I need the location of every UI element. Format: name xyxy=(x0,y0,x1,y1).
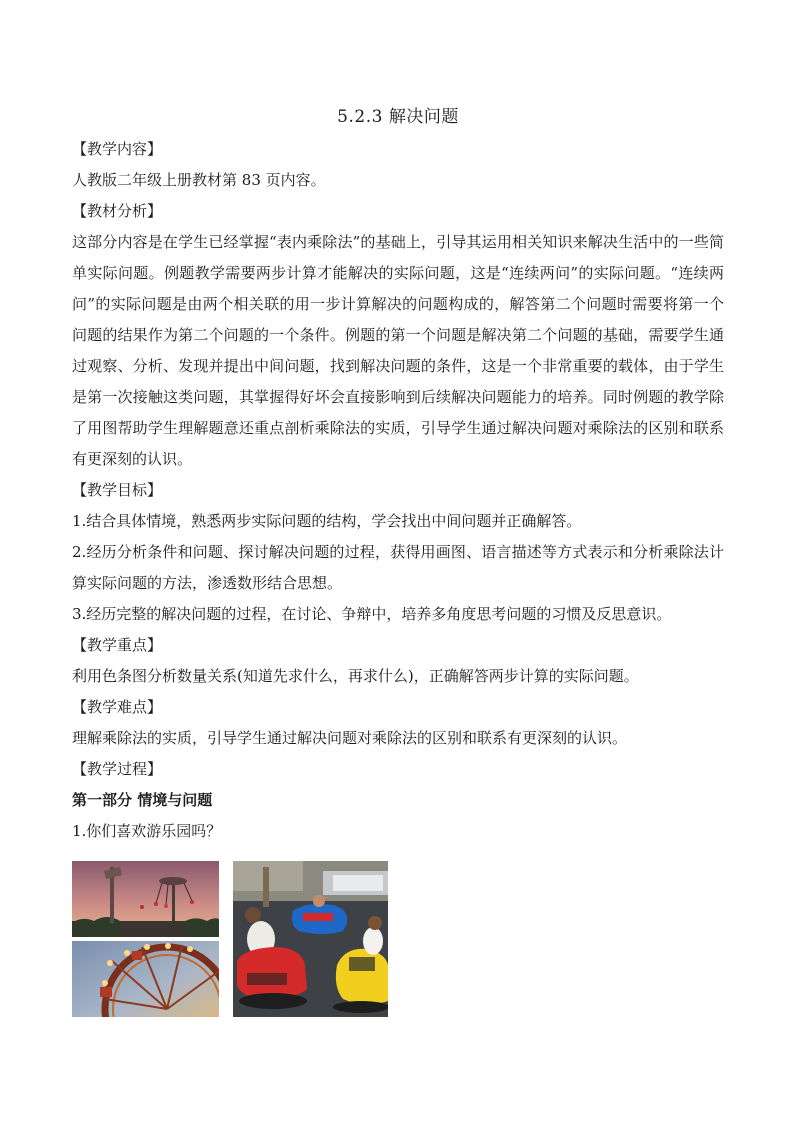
goal-item: 2.经历分析条件和问题、探讨解决问题的过程，获得用画图、语言描述等方式表示和分析乘除法计算实际问题的方法，渗透数形结合思想。 xyxy=(72,543,724,592)
section-heading-goals: 【教学目标】 xyxy=(72,481,163,499)
bumper-cars-photo xyxy=(233,861,388,1017)
content-text: 人教版二年级上册教材第 83 页内容。 xyxy=(72,171,326,189)
section-heading-content: 【教学内容】 xyxy=(72,140,163,158)
goal-item: 3.经历完整的解决问题的过程，在讨论、争辩中，培养多角度思考问题的习惯及反思意识。 xyxy=(72,605,672,623)
page-title: 5.2.3 解决问题 xyxy=(337,107,459,127)
section-heading-difficulty: 【教学难点】 xyxy=(72,698,163,716)
swing-ride-photo xyxy=(72,861,219,937)
section-heading-process: 【教学过程】 xyxy=(72,760,163,778)
difficulty-text: 理解乘除法的实质，引导学生通过解决问题对乘除法的区别和联系有更深刻的认识。 xyxy=(72,729,628,747)
question-1: 1.你们喜欢游乐园吗？ xyxy=(72,822,222,840)
key-text: 利用色条图分析数量关系(知道先求什么，再求什么)，正确解答两步计算的实际问题。 xyxy=(72,667,639,685)
document-body xyxy=(72,104,724,847)
goal-item: 1.结合具体情境，熟悉两步实际问题的结构，学会找出中间问题并正确解答。 xyxy=(72,512,582,530)
analysis-text: 这部分内容是在学生已经掌握“表内乘除法”的基础上，引导其运用相关知识来解决生活中的一些简单实际问题。例题教学需要两步计算才能解决的实际问题，这是“连续两问”的实际问题。“连续两问”的实际问题是由两个相关联的用一步计算解决的问题构成的，解答第二个问题时需要将第一个问题的结果作为第二个问题的一个条件。例题的第一个问题是解决第二个问题的基础，需要学生通过观察、分析、发现并提出中间问题，找到解决问题的条件，这是一个非常重要的载体，由于学生是第一次接触这类问题，其掌握得好坏会直接影响到后续解决问题能力的培养。同时例题的教学除了用图帮助学生理解题意还重点剖析乘除法的实质，引导学生通过解决问题对乘除法的区别和联系有更深刻的认识。 xyxy=(72,233,724,468)
section-heading-analysis: 【教材分析】 xyxy=(72,202,163,220)
ferris-wheel-photo xyxy=(72,941,219,1017)
amusement-park-photos xyxy=(72,861,392,1017)
section-heading-key: 【教学重点】 xyxy=(72,636,163,654)
part1-heading: 第一部分 情境与问题 xyxy=(72,791,213,809)
